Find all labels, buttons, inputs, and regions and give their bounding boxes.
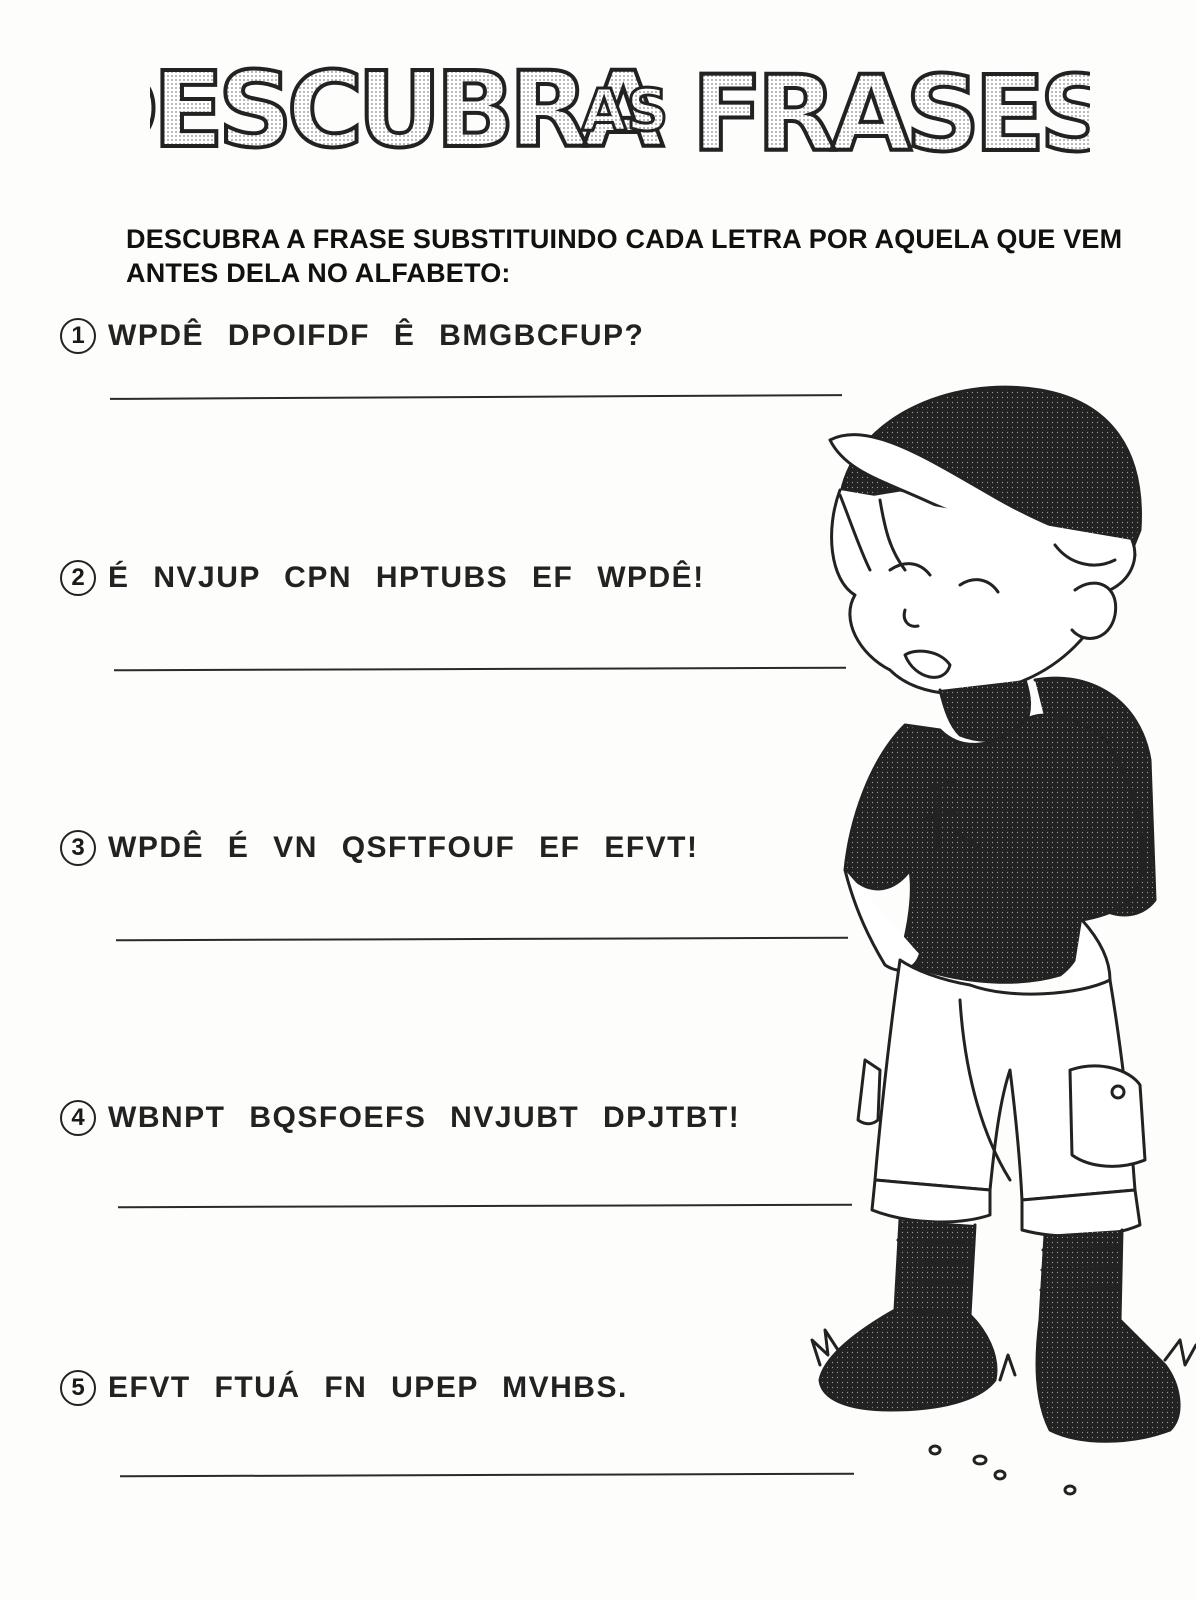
title-word-2: AS bbox=[581, 76, 669, 144]
exercise-2 bbox=[60, 560, 860, 596]
exercise-4 bbox=[60, 1100, 860, 1136]
boy-illustration bbox=[810, 380, 1196, 1530]
exercise-cipher-text: WBNPT BQSFOEFS NVJUBT DPJTBT! bbox=[108, 1101, 741, 1134]
exercise-number: 3 bbox=[60, 830, 96, 866]
title-word-3: FRASES bbox=[691, 53, 1090, 175]
instructions-text: DESCUBRA A FRASE SUBSTITUINDO CADA LETRA POR AQUELA QUE VEM ANTES DELA NO ALFABETO: bbox=[126, 224, 1123, 288]
exercise-cipher-text: EFVT FTUÁ FN UPEP MVHBS. bbox=[108, 1371, 628, 1404]
exercise-cipher-text: WPDÊ É VN QSFTFOUF EF EFVT! bbox=[108, 831, 699, 864]
exercise-number: 2 bbox=[60, 560, 96, 596]
title-word-1: ESCUBRA bbox=[152, 49, 658, 171]
exercise-3 bbox=[60, 830, 860, 866]
answer-line-3[interactable] bbox=[116, 937, 848, 942]
bubble-title-art bbox=[150, 38, 1090, 178]
answer-line-5[interactable] bbox=[120, 1473, 854, 1478]
exercise-1 bbox=[60, 318, 860, 354]
exercise-5 bbox=[60, 1370, 860, 1406]
page-title bbox=[150, 38, 1090, 178]
exercise-cipher-text: WPDÊ DPOIFDF Ê BMGBCFUP? bbox=[108, 319, 645, 352]
answer-line-2[interactable] bbox=[114, 667, 846, 672]
exercise-number: 4 bbox=[60, 1100, 96, 1136]
answer-line-4[interactable] bbox=[118, 1204, 852, 1209]
exercise-number: 1 bbox=[60, 318, 96, 354]
exercise-cipher-text: É NVJUP CPN HPTUBS EF WPDÊ! bbox=[108, 561, 705, 594]
exercise-number: 5 bbox=[60, 1370, 96, 1406]
answer-line-1[interactable] bbox=[110, 394, 842, 400]
